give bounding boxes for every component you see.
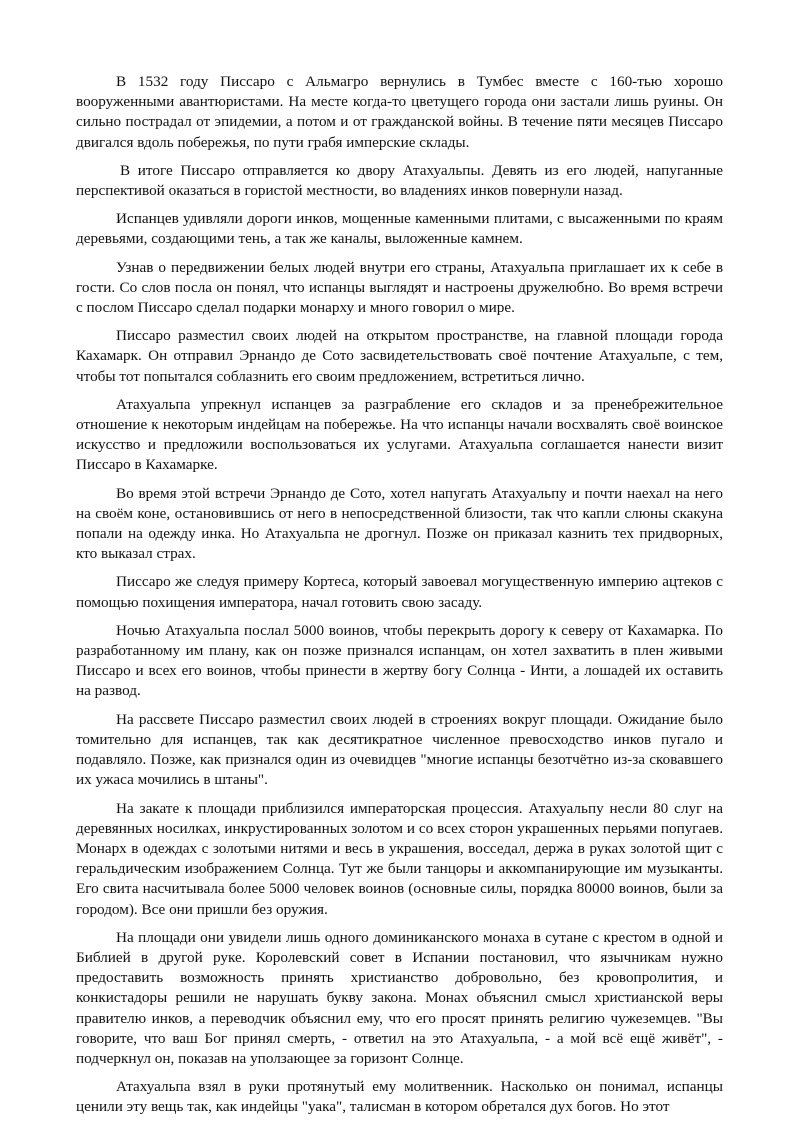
paragraph-9: Ночью Атахуальпа послал 5000 воинов, чтобы перекрыть дорогу к северу от Кахамарка. По разработанному им плану, как он позже признался испанцам, он хотел захватить в плен живыми Писсаро и всех его воинов, чтобы принести в жертву богу Солнца - Инти, а лошадей их оставить на развод.: [76, 621, 723, 700]
paragraph-11: На закате к площади приблизился императорская процессия. Атахуальпу несли 80 слуг на деревянных носилках, инкрустированных золотом и со всех сторон украшенных перьями попугаев. Монарх в одеждах с золотыми нитями и весь в украшения, восседал, держа в руках золотой щит с геральдическим изображением Солнца. Тут же были танцоры и аккомпанирующие им музыканты. Его свита насчитывала более 5000 человек воинов (основные силы, порядка 80000 воинов, были за городом). Все они пришли без оружия.: [76, 799, 723, 918]
paragraph-2: В итоге Писсаро отправляется ко двору Атахуальпы. Девять из его людей, напуганные перспективой оказаться в гористой местности, во владениях инков повернули назад.: [76, 161, 723, 200]
paragraph-8: Писсаро же следуя примеру Кортеса, который завоевал могущественную империю ацтеков с помощью похищения императора, начал готовить свою засаду.: [76, 573, 723, 611]
paragraph-3: Испанцев удивляли дороги инков, мощенные каменными плитами, с высаженными по краям деревьями, создающими тень, а так же каналы, выложенные камнем.: [76, 210, 723, 248]
document-body: [76, 72, 723, 1126]
paragraph-13: Атахуальпа взял в руки протянутый ему молитвенник. Насколько он понимал, испанцы ценили эту вещь так, как индейцы "уака", талисман в котором обретался дух богов. Но этот: [76, 1078, 723, 1116]
paragraph-5: Писсаро разместил своих людей на открытом пространстве, на главной площади города Кахамарк. Он отправил Эрнандо де Сото засвидетельствовать своё почтение Атахуальпе, с тем, чтобы тот попытался соблазнить его своим предложением, встретиться лично.: [76, 327, 723, 385]
paragraph-7: Во время этой встречи Эрнандо де Сото, хотел напугать Атахуальпу и почти наехал на него на своём коне, остановившись от него в непосредственной близости, так что капли слюны скакуна попали на одежду инка. Но Атахуальпа не дрогнул. Позже он приказал казнить тех придворных, кто выказал страх.: [76, 484, 723, 563]
paragraph-1: В 1532 году Писсаро с Альмагро вернулись в Тумбес вместе с 160-тью хорошо вооруженными авантюристами. На месте когда-то цветущего города они застали лишь руины. Он сильно пострадал от эпидемии, а потом и от гражданской войны. В течение пяти месяцев Писсаро двигался вдоль побережья, по пути грабя имперские склады.: [76, 73, 723, 151]
paragraph-10: На рассвете Писсаро разместил своих людей в строениях вокруг площади. Ожидание было томительно для испанцев, так как десятикратное численное превосходство инков пугало и подавляло. Позже, как признался один из очевидцев "многие испанцы безотчётно из-за сковавшего их ужаса мочились в штаны".: [76, 710, 723, 789]
paragraph-4: Узнав о передвижении белых людей внутри его страны, Атахуальпа приглашает их к себе в гости. Со слов посла он понял, что испанцы выглядят и настроены дружелюбно. Во время встречи с послом Писсаро сделал подарки монарху и много говорил о мире.: [76, 258, 723, 317]
paragraph-12: На площади они увидели лишь одного доминиканского монаха в сутане с крестом в одной и Библией в другой руке. Королевский совет в Испании постановил, что язычникам нужно предоставить возможность принять христианство добровольно, без кровопролития, и конкистадоры решили не нарушать букву закона. Монах объяснил смысл христианской веры правителю инков, а переводчик объяснил ему, что его просят принять религию чужеземцев. "Вы говорите, что ваш Бог принял смерть, - ответил на это Атахуальпа, - а мой всё ещё живёт", - подчеркнул он, показав на уползающее за горизонт Солнце.: [76, 928, 723, 1067]
paragraph-6: Атахуальпа упрекнул испанцев за разграбление его складов и за пренебрежительное отношение к некоторым индейцам на побережье. На что испанцы начали восхвалять своё воинское искусство и предложили воспользоваться их услугами. Атахуальпа соглашается нанести визит Писсаро в Кахамарке.: [76, 395, 723, 474]
